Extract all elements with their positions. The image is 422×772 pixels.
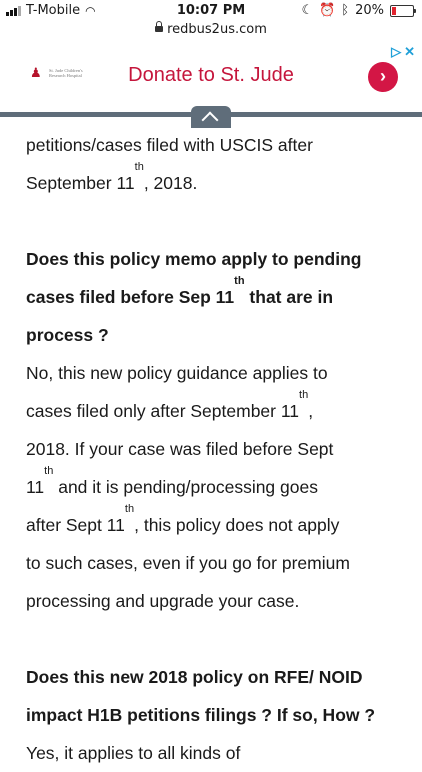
url-bar[interactable] bbox=[0, 22, 422, 42]
ad-banner[interactable] bbox=[0, 44, 422, 112]
question-heading: cases filed before Sep 11th that are in bbox=[26, 275, 334, 307]
battery-percent: 20% bbox=[355, 3, 384, 18]
answer-line: to such cases, even if you go for premium bbox=[26, 553, 350, 573]
question-heading: Does this policy memo apply to pending bbox=[26, 249, 362, 269]
st-jude-figure-icon: ♟ bbox=[30, 65, 42, 80]
url-text: redbus2us.com bbox=[167, 22, 267, 37]
carrier-label: T-Mobile bbox=[26, 3, 81, 18]
wifi-icon: ◠ bbox=[85, 3, 96, 18]
ad-collapse-tab[interactable] bbox=[191, 106, 231, 128]
chevron-right-icon: › bbox=[380, 66, 386, 86]
alarm-icon: ⏰ bbox=[319, 3, 336, 18]
ad-go-button[interactable] bbox=[368, 62, 398, 92]
status-time: 10:07 PM bbox=[176, 3, 246, 18]
status-right bbox=[301, 3, 414, 18]
ad-choices-icon[interactable]: ▷✕ bbox=[391, 44, 418, 59]
lock-icon bbox=[155, 26, 163, 32]
question-heading: Does this new 2018 policy on RFE/ NOID bbox=[26, 667, 363, 687]
battery-icon bbox=[390, 5, 414, 17]
bluetooth-icon: ᛒ bbox=[341, 3, 350, 18]
paragraph-line: September 11th, 2018. bbox=[26, 161, 198, 193]
answer-line: No, this new policy guidance applies to bbox=[26, 363, 328, 383]
answer-line: Yes, it applies to all kinds of bbox=[26, 743, 241, 763]
ad-title[interactable]: Donate to St. Jude bbox=[128, 64, 294, 86]
answer-line: 11th and it is pending/processing goes bbox=[26, 465, 318, 497]
article-body bbox=[26, 126, 406, 772]
question-heading: process ? bbox=[26, 325, 109, 345]
st-jude-logo-text: St. Jude Children's Research Hospital bbox=[49, 68, 83, 78]
answer-line: 2018. If your case was filed before Sept bbox=[26, 439, 334, 459]
answer-line: processing and upgrade your case. bbox=[26, 591, 300, 611]
answer-line: cases filed only after September 11th, bbox=[26, 389, 314, 421]
paragraph-line: petitions/cases filed with USCIS after bbox=[26, 135, 313, 155]
answer-line: after Sept 11th, this policy does not apply bbox=[26, 503, 340, 535]
question-heading: impact H1B petitions filings ? If so, How ? bbox=[26, 705, 376, 725]
moon-icon: ☾ bbox=[301, 3, 314, 18]
status-bar bbox=[0, 0, 422, 22]
